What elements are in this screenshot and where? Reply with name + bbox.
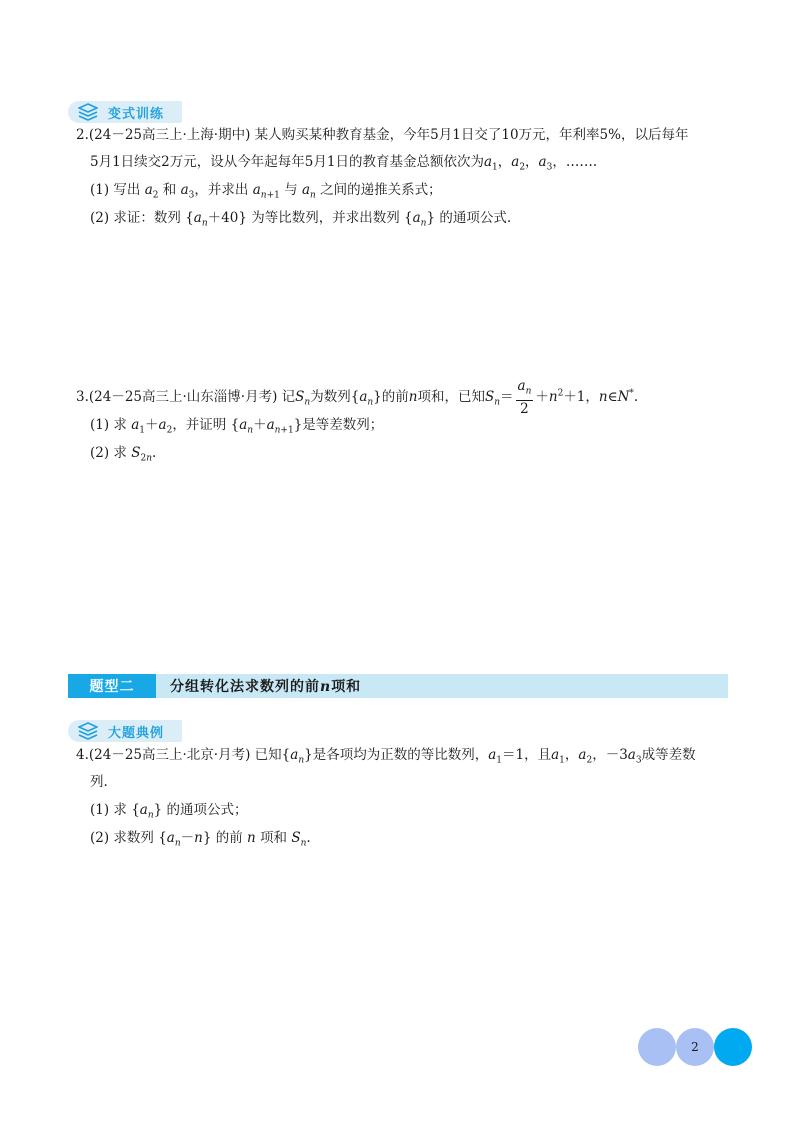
problem-3-question-1: (1) 求 $a_1+a_2$，并证明 $\{a_n+a_{n+1}\}$是等差数列； <box>90 417 384 436</box>
layers-icon <box>78 722 98 740</box>
layers-icon <box>78 103 98 121</box>
problem-3-question-2: (2) 求 $S_{2n}$. <box>90 445 157 464</box>
page-dot-right <box>714 1028 752 1066</box>
page-dot-left <box>638 1028 676 1066</box>
problem-4-question-2: (2) 求数列 $\{a_n-n\}$ 的前 n 项和 $S_n$. <box>90 830 311 849</box>
example-tag <box>68 720 182 742</box>
problem-4-line-2: 列. <box>90 774 108 790</box>
problem-2-line-1: 2.(24－25高三上·上海·期中) 某人购买某种教育基金，今年5月1日交了10万元，年利率5%，以后每年 <box>76 127 689 143</box>
section-title: 分组转化法求数列的前n项和 <box>170 679 362 695</box>
tag-label: 大题典例 <box>108 725 165 741</box>
problem-3-line-1: 3.(24－25高三上·山东淄博·月考) 记$S_n$为数列$\{a_n\}$的前n项和，已知$S_n=$ $\frac{a_n}{2}$ $+n^2+1$，n∈N*. <box>76 378 639 417</box>
problem-2-question-1: (1) 写出 $a_2$ 和 $a_3$，并求出 $a_{n+1}$ 与 $a_n$ 之间的递推关系式； <box>90 182 442 201</box>
problem-2-question-2: (2) 求证：数列 $\{a_n+40\}$ 为等比数列，并求出数列 $\{a_n\}$ 的通项公式. <box>90 210 512 229</box>
tag-label: 变式训练 <box>108 106 165 122</box>
variant-training-tag <box>68 101 182 123</box>
section-number: 题型二 <box>68 674 156 698</box>
page-number: 2 <box>691 1040 699 1054</box>
problem-2-line-2: 5月1日续交2万元，设从今年起每年5月1日的教育基金总额依次为$a_1$，$a_2$，$a_3$，……. <box>90 154 598 173</box>
section-header <box>68 674 728 698</box>
problem-4-line-1: 4.(24－25高三上·北京·月考) 已知$\{a_n\}$是各项均为正数的等比数列，$a_1=1$，且$a_1$，$a_2$，$-3a_3$成等差数 <box>76 747 696 766</box>
problem-4-question-1: (1) 求 $\{a_n\}$ 的通项公式； <box>90 802 248 821</box>
